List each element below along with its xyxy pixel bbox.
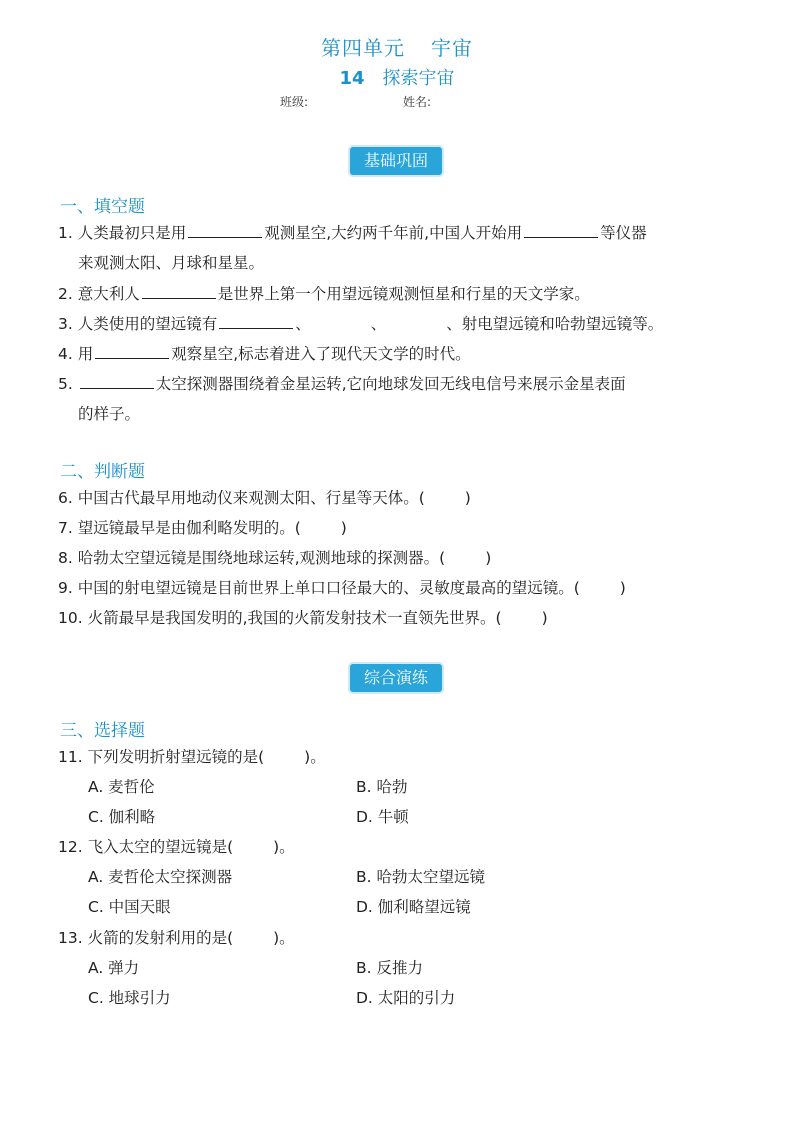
q3-text-d: 、射电望远镜和哈勃望远镜等。 <box>446 315 664 333</box>
question-4 <box>58 342 471 364</box>
blank[interactable] <box>524 236 598 238</box>
unit-label: 第四单元 <box>321 36 405 60</box>
q13-end: )。 <box>273 929 295 947</box>
question-12 <box>58 835 295 857</box>
section-fill: 一、填空题 <box>60 197 145 217</box>
question-10 <box>58 606 548 628</box>
question-2 <box>58 282 590 304</box>
q5-text-a: 5. <box>58 375 78 393</box>
badge-comprehensive: 综合演练 <box>350 664 442 692</box>
paren-close: ) <box>485 549 492 567</box>
question-13 <box>58 926 295 948</box>
blank[interactable] <box>95 357 169 359</box>
q12-end: )。 <box>273 838 295 856</box>
q13-option-a[interactable]: A. 弹力 <box>88 959 140 977</box>
section-choice: 三、选择题 <box>60 721 145 741</box>
q3-text-c: 、 <box>370 315 387 333</box>
unit-title <box>0 32 794 61</box>
paren-close: ) <box>464 489 471 507</box>
q13-option-c[interactable]: C. 地球引力 <box>88 989 171 1007</box>
question-1 <box>58 221 647 243</box>
blank[interactable] <box>80 387 154 389</box>
badge-basic: 基础巩固 <box>350 147 442 175</box>
q5-text-b: 太空探测器围绕着金星运转,它向地球发回无线电信号来展示金星表面 <box>155 375 626 393</box>
q13-text: 13. 火箭的发射利用的是( <box>58 929 234 947</box>
q11-option-d[interactable]: D. 牛顿 <box>356 808 409 826</box>
unit-topic: 宇宙 <box>431 36 473 60</box>
lesson-number: 14 <box>339 68 365 89</box>
q1-text-b: 观测星空,大约两千年前,中国人开始用 <box>264 224 523 242</box>
q11-option-b[interactable]: B. 哈勃 <box>356 778 408 796</box>
blank[interactable] <box>188 236 262 238</box>
class-label: 班级: <box>280 95 309 109</box>
q9-text: 9. 中国的射电望远镜是目前世界上单口口径最大的、灵敏度最高的望远镜。( <box>58 579 580 597</box>
section-judge: 二、判断题 <box>60 462 145 482</box>
q8-text: 8. 哈勃太空望远镜是围绕地球运转,观测地球的探测器。( <box>58 549 446 567</box>
q13-option-b[interactable]: B. 反推力 <box>356 959 423 977</box>
q2-text-b: 是世界上第一个用望远镜观测恒星和行星的天文学家。 <box>217 285 590 303</box>
paren-close: ) <box>340 519 347 537</box>
q3-text-a: 3. 人类使用的望远镜有 <box>58 315 218 333</box>
question-3 <box>58 312 663 334</box>
lesson-title <box>0 64 794 90</box>
q2-text-a: 2. 意大利人 <box>58 285 140 303</box>
question-5-cont: 的样子。 <box>78 405 141 423</box>
lesson-name: 探索宇宙 <box>382 68 455 89</box>
q11-text: 11. 下列发明折射望远镜的是( <box>58 748 265 766</box>
q11-option-a[interactable]: A. 麦哲伦 <box>88 778 155 796</box>
paren-close: ) <box>541 609 548 627</box>
q12-text: 12. 飞入太空的望远镜是( <box>58 838 234 856</box>
q1-text-c: 等仪器 <box>600 224 647 242</box>
blank[interactable] <box>219 327 293 329</box>
q11-end: )。 <box>304 748 326 766</box>
question-7 <box>58 516 347 538</box>
q1-text-a: 1. 人类最初只是用 <box>58 224 187 242</box>
paren-close: ) <box>619 579 626 597</box>
question-11 <box>58 745 326 767</box>
q12-option-a[interactable]: A. 麦哲伦太空探测器 <box>88 868 233 886</box>
q12-option-b[interactable]: B. 哈勃太空望远镜 <box>356 868 485 886</box>
q4-text-a: 4. 用 <box>58 345 94 363</box>
q7-text: 7. 望远镜最早是由伽利略发明的。( <box>58 519 301 537</box>
question-5 <box>58 372 626 394</box>
blank[interactable] <box>142 297 216 299</box>
q12-option-d[interactable]: D. 伽利略望远镜 <box>356 898 471 916</box>
q3-text-b: 、 <box>295 315 311 333</box>
q6-text: 6. 中国古代最早用地动仪来观测太阳、行星等天体。( <box>58 489 425 507</box>
question-8 <box>58 546 491 568</box>
q10-text: 10. 火箭最早是我国发明的,我国的火箭发射技术一直领先世界。( <box>58 609 502 627</box>
question-6 <box>58 486 471 508</box>
question-1-cont: 来观测太阳、月球和星星。 <box>78 254 265 272</box>
q13-option-d[interactable]: D. 太阳的引力 <box>356 989 456 1007</box>
name-label: 姓名: <box>403 95 432 109</box>
question-9 <box>58 576 626 598</box>
q4-text-b: 观察星空,标志着进入了现代天文学的时代。 <box>171 345 471 363</box>
q12-option-c[interactable]: C. 中国天眼 <box>88 898 171 916</box>
q11-option-c[interactable]: C. 伽利略 <box>88 808 156 826</box>
